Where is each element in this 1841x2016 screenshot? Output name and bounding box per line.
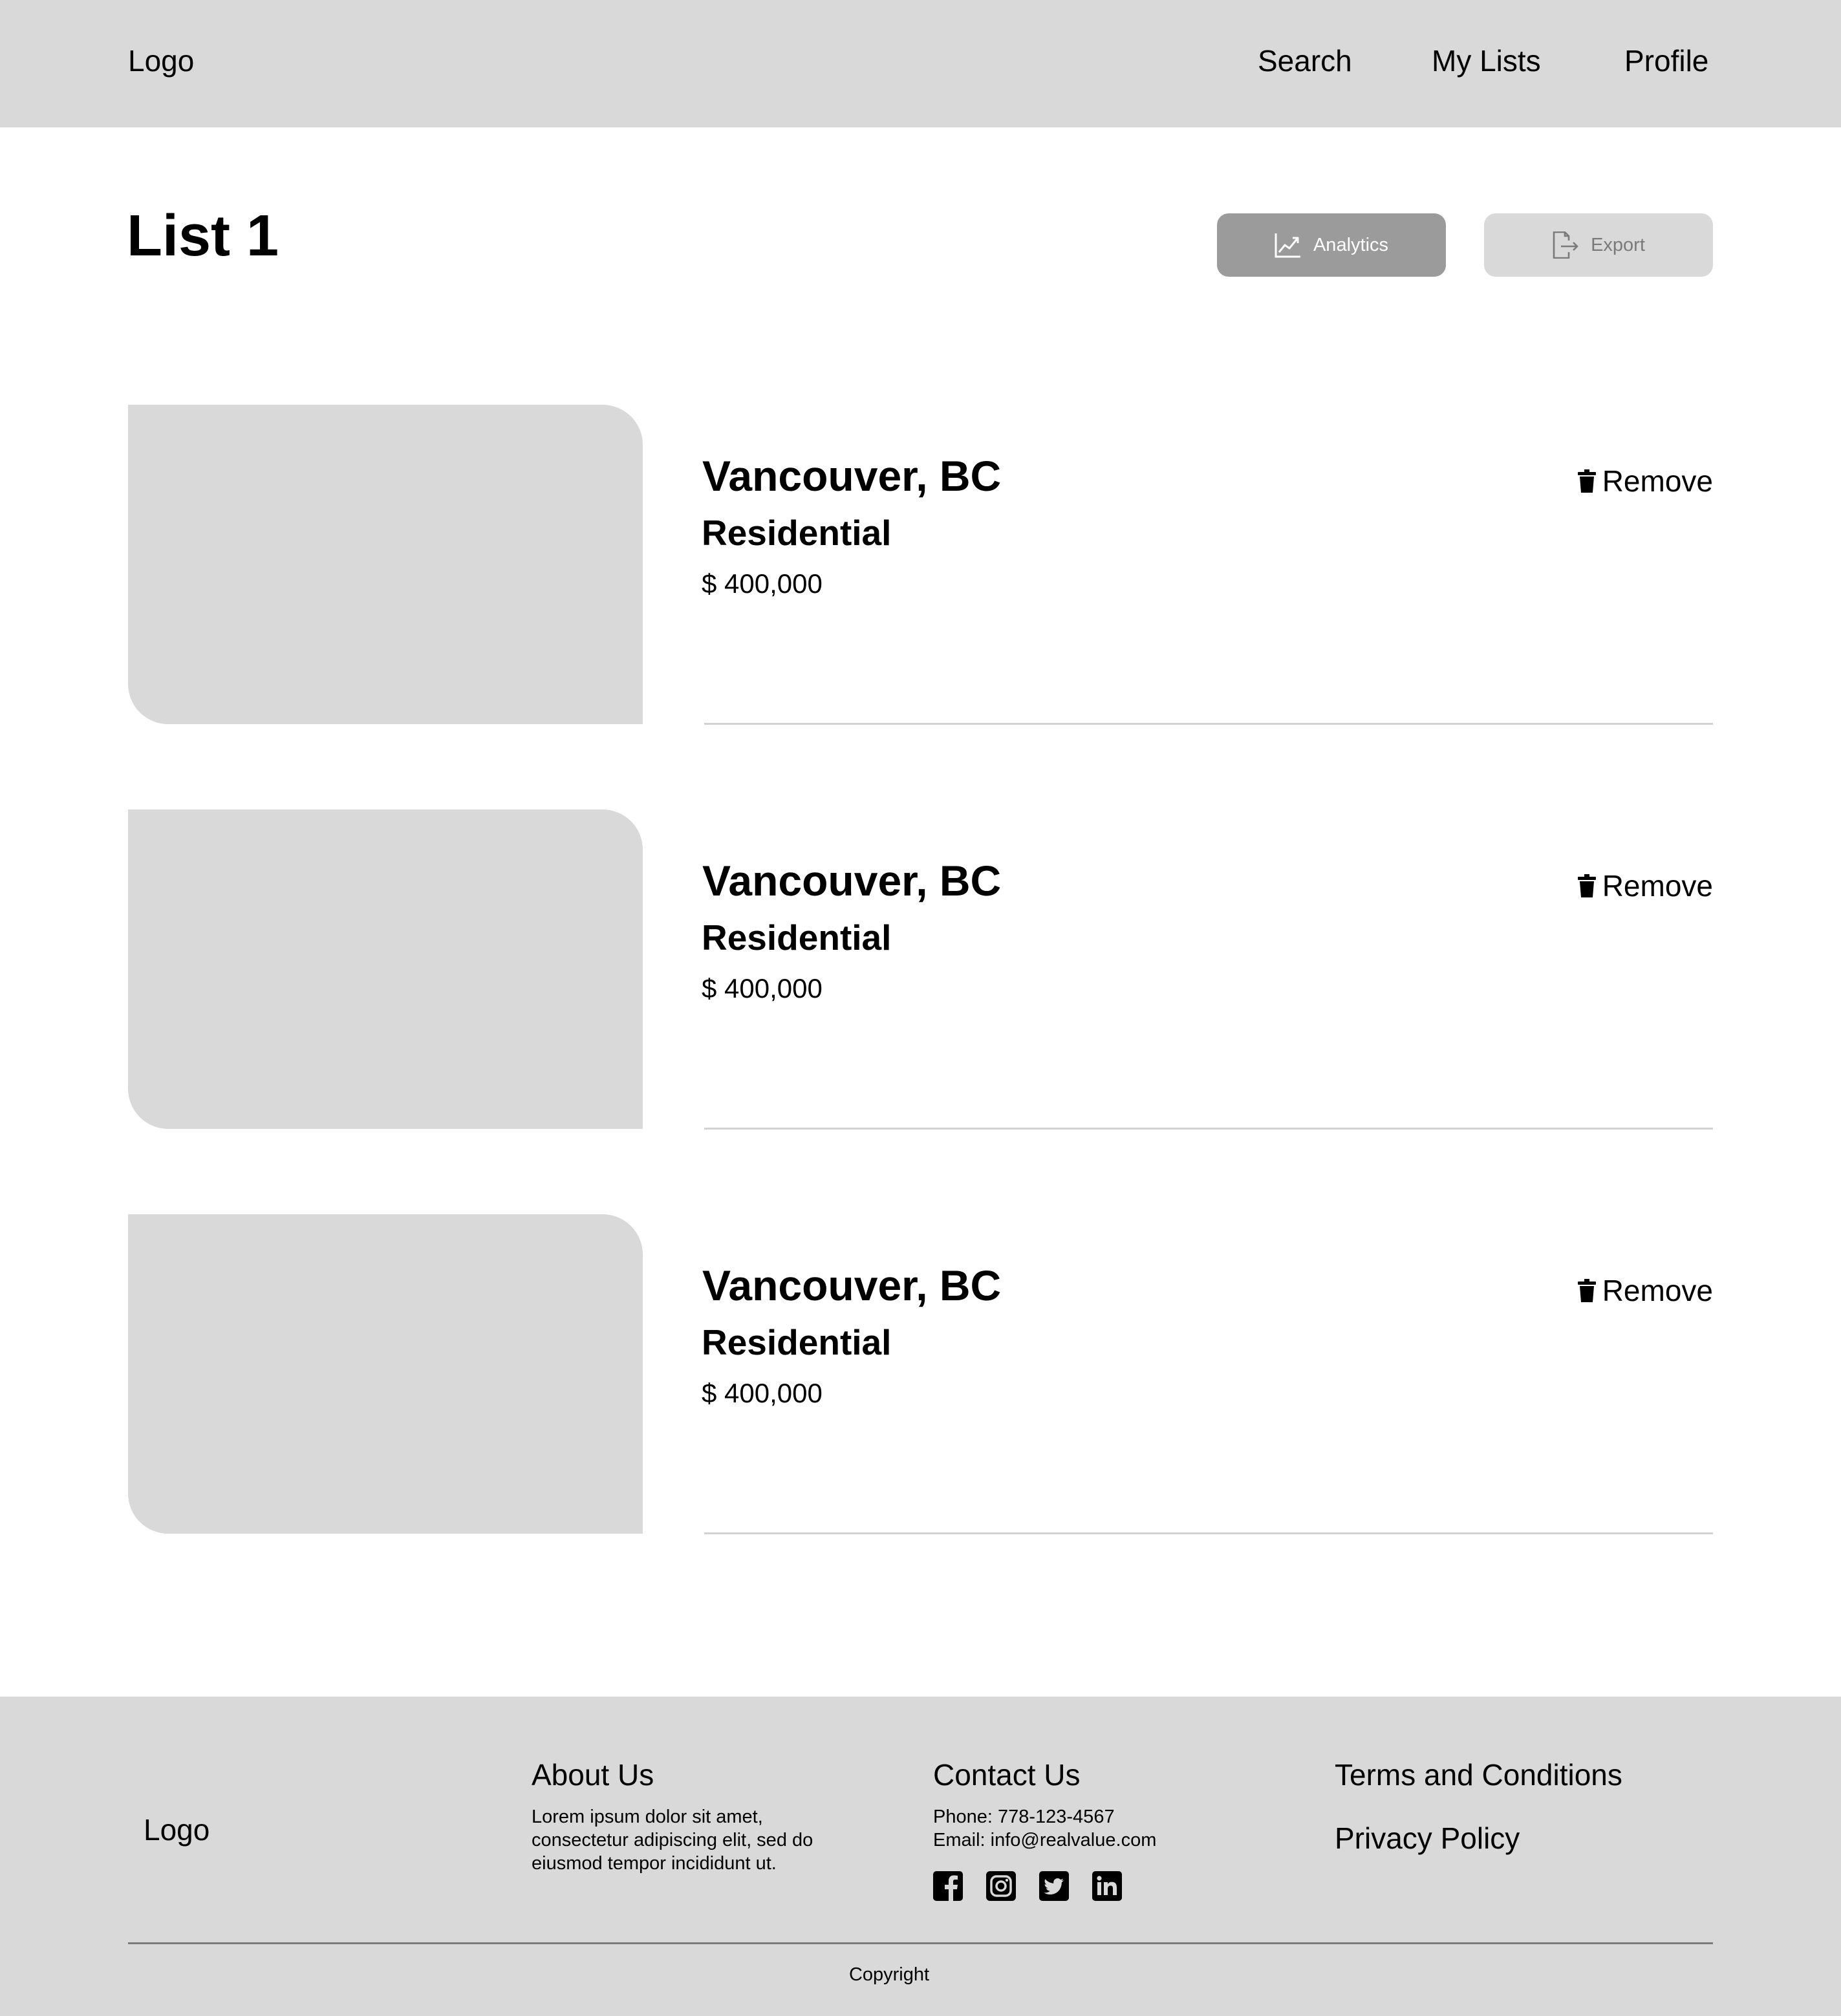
- trash-icon: [1578, 469, 1596, 493]
- listing-card: [0, 405, 1841, 724]
- export-button[interactable]: [1484, 213, 1713, 277]
- listing-type: Residential: [702, 513, 892, 553]
- listing-type: Residential: [702, 1322, 892, 1362]
- footer-about-text: Lorem ipsum dolor sit amet, consectetur adipiscing elit, sed do eiusmod tempor incididunt ut.: [532, 1807, 813, 1874]
- trash-icon: [1578, 1279, 1596, 1302]
- footer-phone: Phone: 778-123-4567: [933, 1807, 1115, 1827]
- footer-about-heading: About Us: [532, 1758, 654, 1792]
- line-chart-icon: [1275, 232, 1302, 258]
- site-header: [0, 0, 1841, 127]
- instagram-icon[interactable]: [986, 1871, 1016, 1901]
- listing-city[interactable]: Vancouver, BC: [702, 857, 1002, 905]
- nav-profile[interactable]: Profile: [1624, 44, 1709, 78]
- listing-city[interactable]: Vancouver, BC: [702, 452, 1002, 500]
- listing-price: $ 400,000: [702, 973, 823, 1003]
- page-title: List 1: [127, 204, 279, 268]
- social-links: [933, 1871, 1122, 1901]
- footer-terms-link[interactable]: Terms and Conditions: [1335, 1758, 1622, 1792]
- facebook-icon[interactable]: [933, 1871, 963, 1901]
- listing-divider: [704, 1532, 1713, 1534]
- listing-image-placeholder[interactable]: [128, 405, 643, 724]
- footer-privacy-link[interactable]: Privacy Policy: [1335, 1821, 1520, 1855]
- listing-card: [0, 1214, 1841, 1534]
- listing-image-placeholder[interactable]: [128, 810, 643, 1129]
- listing-divider: [704, 723, 1713, 725]
- listing-city[interactable]: Vancouver, BC: [702, 1261, 1002, 1309]
- trash-icon: [1578, 874, 1596, 897]
- analytics-button-label: Analytics: [1313, 234, 1389, 255]
- remove-button[interactable]: [1578, 462, 1713, 500]
- remove-button[interactable]: [1578, 866, 1713, 905]
- listing-type: Residential: [702, 917, 892, 958]
- site-footer: [0, 1697, 1841, 2016]
- nav-my-lists[interactable]: My Lists: [1432, 44, 1541, 78]
- footer-logo[interactable]: Logo: [144, 1813, 210, 1847]
- listing-price: $ 400,000: [702, 1378, 823, 1408]
- remove-button-label: Remove: [1602, 464, 1713, 498]
- listing-card: [0, 810, 1841, 1129]
- twitter-icon[interactable]: [1039, 1871, 1069, 1901]
- remove-button[interactable]: [1578, 1271, 1713, 1310]
- export-button-label: Export: [1591, 234, 1645, 255]
- nav-search[interactable]: Search: [1258, 44, 1352, 78]
- analytics-button[interactable]: [1217, 213, 1446, 277]
- footer-contact-heading: Contact Us: [933, 1758, 1081, 1792]
- header-logo[interactable]: Logo: [128, 44, 195, 78]
- listing-divider: [704, 1128, 1713, 1130]
- listing-price: $ 400,000: [702, 568, 823, 599]
- listing-image-placeholder[interactable]: [128, 1214, 643, 1534]
- remove-button-label: Remove: [1602, 1274, 1713, 1307]
- footer-copyright: Copyright: [848, 1964, 930, 1985]
- footer-email: Email: info@realvalue.com: [933, 1830, 1157, 1850]
- linkedin-icon[interactable]: [1092, 1871, 1122, 1901]
- remove-button-label: Remove: [1602, 869, 1713, 903]
- export-file-icon: [1552, 231, 1579, 259]
- footer-divider: [128, 1942, 1713, 1944]
